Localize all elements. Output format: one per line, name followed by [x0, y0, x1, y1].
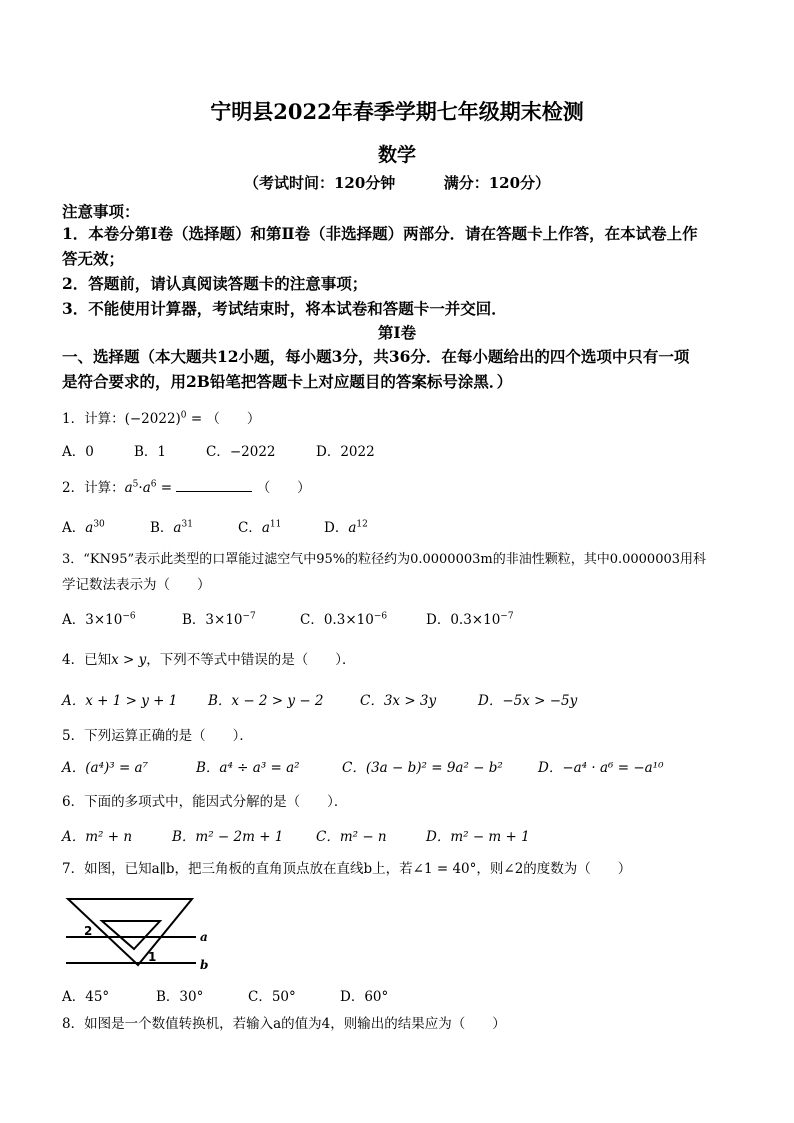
answer-blank — [176, 479, 252, 492]
option-c: C．$a^{11}$ — [238, 519, 282, 536]
notes-item-2: 2．答题前，请认真阅读答题卡的注意事项； — [62, 274, 368, 293]
option-d: D．m² − m + 1 — [426, 829, 530, 845]
question-5: 5．下列运算正确的是（ ）． — [62, 728, 253, 744]
option-a: A．(a⁴)³ = a⁷ — [62, 760, 149, 776]
option-a: A．$a^{30}$ — [62, 519, 105, 536]
exam-time: （考试时间：120分钟 — [243, 174, 396, 192]
part-1-label: 第Ⅰ卷 — [377, 323, 417, 342]
option-c: C．3x > 3y — [360, 693, 437, 709]
question-4-options — [62, 689, 577, 709]
question-3-line-1: 3．“KN95”表示此类型的口罩能过滤空气中95%的粒径约为0.0000003m的非油性颗粒，其中0.0000003用科 — [62, 552, 707, 567]
option-d: D．−5x > −5y — [478, 693, 578, 709]
angle-label-2: 2 — [84, 924, 93, 938]
angle-label-1: 1 — [148, 950, 157, 964]
inner-triangle — [102, 921, 160, 949]
option-b: B．m² − 2m + 1 — [172, 829, 284, 845]
option-d: D．$0.3\times 10^{-7}$ — [426, 611, 514, 628]
notes-item-1-line-1: 1．本卷分第Ⅰ卷（选择题）和第Ⅱ卷（非选择题）两部分．请在答题卡上作答，在本试卷上作 — [62, 224, 698, 243]
option-c: C．$0.3\times 10^{-6}$ — [300, 611, 388, 628]
option-a: A．45° — [62, 989, 110, 1005]
option-b: B．30° — [156, 989, 204, 1005]
option-d: D．$a^{12}$ — [324, 519, 368, 536]
line-label-b: b — [200, 958, 209, 972]
line-label-a: a — [200, 930, 208, 944]
question-7: 7．如图，已知a∥b，把三角板的直角顶点放在直线b上，若∠1 = 40°，则∠2的度数为（ ） — [62, 861, 632, 877]
question-6: 6．下面的多项式中，能因式分解的是（ ）． — [62, 794, 348, 810]
full-score: 满分：120分） — [443, 174, 551, 192]
question-2: 2．计算：$a^5\cdot a^6$ = （ ） — [62, 479, 311, 496]
exam-title: 宁明县2022年春季学期七年级期末检测 — [210, 99, 584, 124]
question-7-options — [62, 985, 388, 1005]
notes-item-1-line-2: 答无效； — [62, 249, 125, 268]
exam-info — [0, 172, 794, 193]
question-3-line-2: 学记数法表示为（ ） — [62, 577, 211, 593]
option-b: B．$a^{31}$ — [150, 519, 193, 536]
question-7-figure — [62, 893, 222, 977]
option-b: B．1 — [134, 444, 167, 460]
option-d: D．60° — [340, 989, 389, 1005]
option-a: A．x + 1 > y + 1 — [62, 693, 178, 709]
notes-heading: 注意事项： — [62, 202, 140, 221]
option-a: A．m² + n — [62, 829, 133, 845]
option-c: C．−2022 — [206, 444, 276, 460]
question-1: 1．计算：$(-2022)^0$ = （ ） — [62, 410, 261, 427]
option-b: B．x − 2 > y − 2 — [208, 693, 324, 709]
option-c: C．m² − n — [316, 829, 387, 845]
section-1-line-2: 是符合要求的，用2B铅笔把答题卡上对应题目的答案标号涂黑．） — [62, 372, 513, 391]
question-2-options — [62, 516, 368, 536]
question-3-options — [62, 608, 514, 628]
exam-subject: 数学 — [377, 144, 416, 166]
option-a: A．$3\times 10^{-6}$ — [62, 611, 136, 628]
option-c: C．50° — [248, 989, 296, 1005]
option-c: C．(3a − b)² = 9a² − b² — [342, 760, 503, 776]
option-a: A．0 — [62, 444, 94, 460]
section-1-line-1: 一、选择题（本大题共12小题，每小题3分，共36分．在每小题给出的四个选项中只有一项 — [62, 347, 690, 366]
option-b: B．a⁴ ÷ a³ = a² — [196, 760, 300, 776]
question-8: 8．如图是一个数值转换机，若输入a的值为4，则输出的结果应为（ ） — [62, 1016, 506, 1032]
option-d: D．2022 — [316, 444, 375, 460]
question-1-options — [62, 440, 375, 460]
question-4: 4．已知x > y，下列不等式中错误的是（ ）． — [62, 652, 356, 668]
question-5-options — [62, 756, 664, 776]
option-b: B．$3\times 10^{-7}$ — [182, 611, 256, 628]
question-6-options — [62, 825, 530, 845]
notes-item-3: 3．不能使用计算器，考试结束时，将本试卷和答题卡一并交回． — [62, 299, 507, 318]
option-d: D．−a⁴ · a⁶ = −a¹⁰ — [538, 760, 664, 776]
